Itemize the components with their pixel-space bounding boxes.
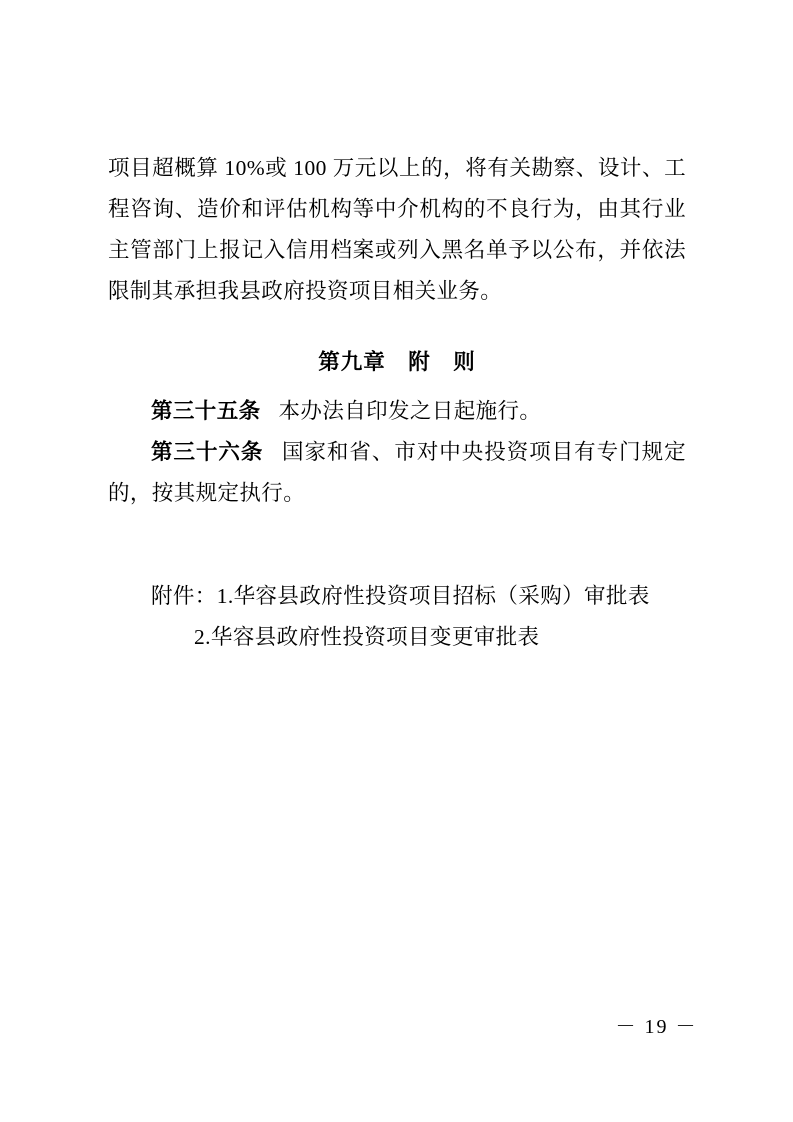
article-number: 第三十五条 xyxy=(151,399,261,423)
article-text: 本办法自印发之日起施行。 xyxy=(278,399,542,423)
attachment-line-2: 2.华容县政府性投资项目变更审批表 xyxy=(194,625,540,649)
spacer xyxy=(108,312,686,342)
article-item xyxy=(108,391,686,432)
body-paragraph: 项目超概算 10%或 100 万元以上的，将有关勘察、设计、工程咨询、造价和评估机构等中介机构的不良行为，由其行业主管部门上报记入信用档案或列入黑名单予以公布，并依法限制其承担我县政府投资项目相关业务。 xyxy=(108,156,686,303)
article-item xyxy=(108,432,686,514)
page-number-text: － 19 － xyxy=(615,1016,698,1038)
attachment-line-1: 附件：1.华容县政府性投资项目招标（采购）审批表 xyxy=(151,584,650,608)
spacer xyxy=(108,383,686,391)
article-text: 国家和省、市对中央投资项目有专门规定的，按其规定执行。 xyxy=(108,440,686,505)
page-content xyxy=(108,148,686,658)
attachment-list xyxy=(108,576,686,658)
page-number xyxy=(0,1010,793,1039)
chapter-heading: 第九章 附 则 xyxy=(318,350,476,374)
article-number: 第三十六条 xyxy=(151,440,264,464)
